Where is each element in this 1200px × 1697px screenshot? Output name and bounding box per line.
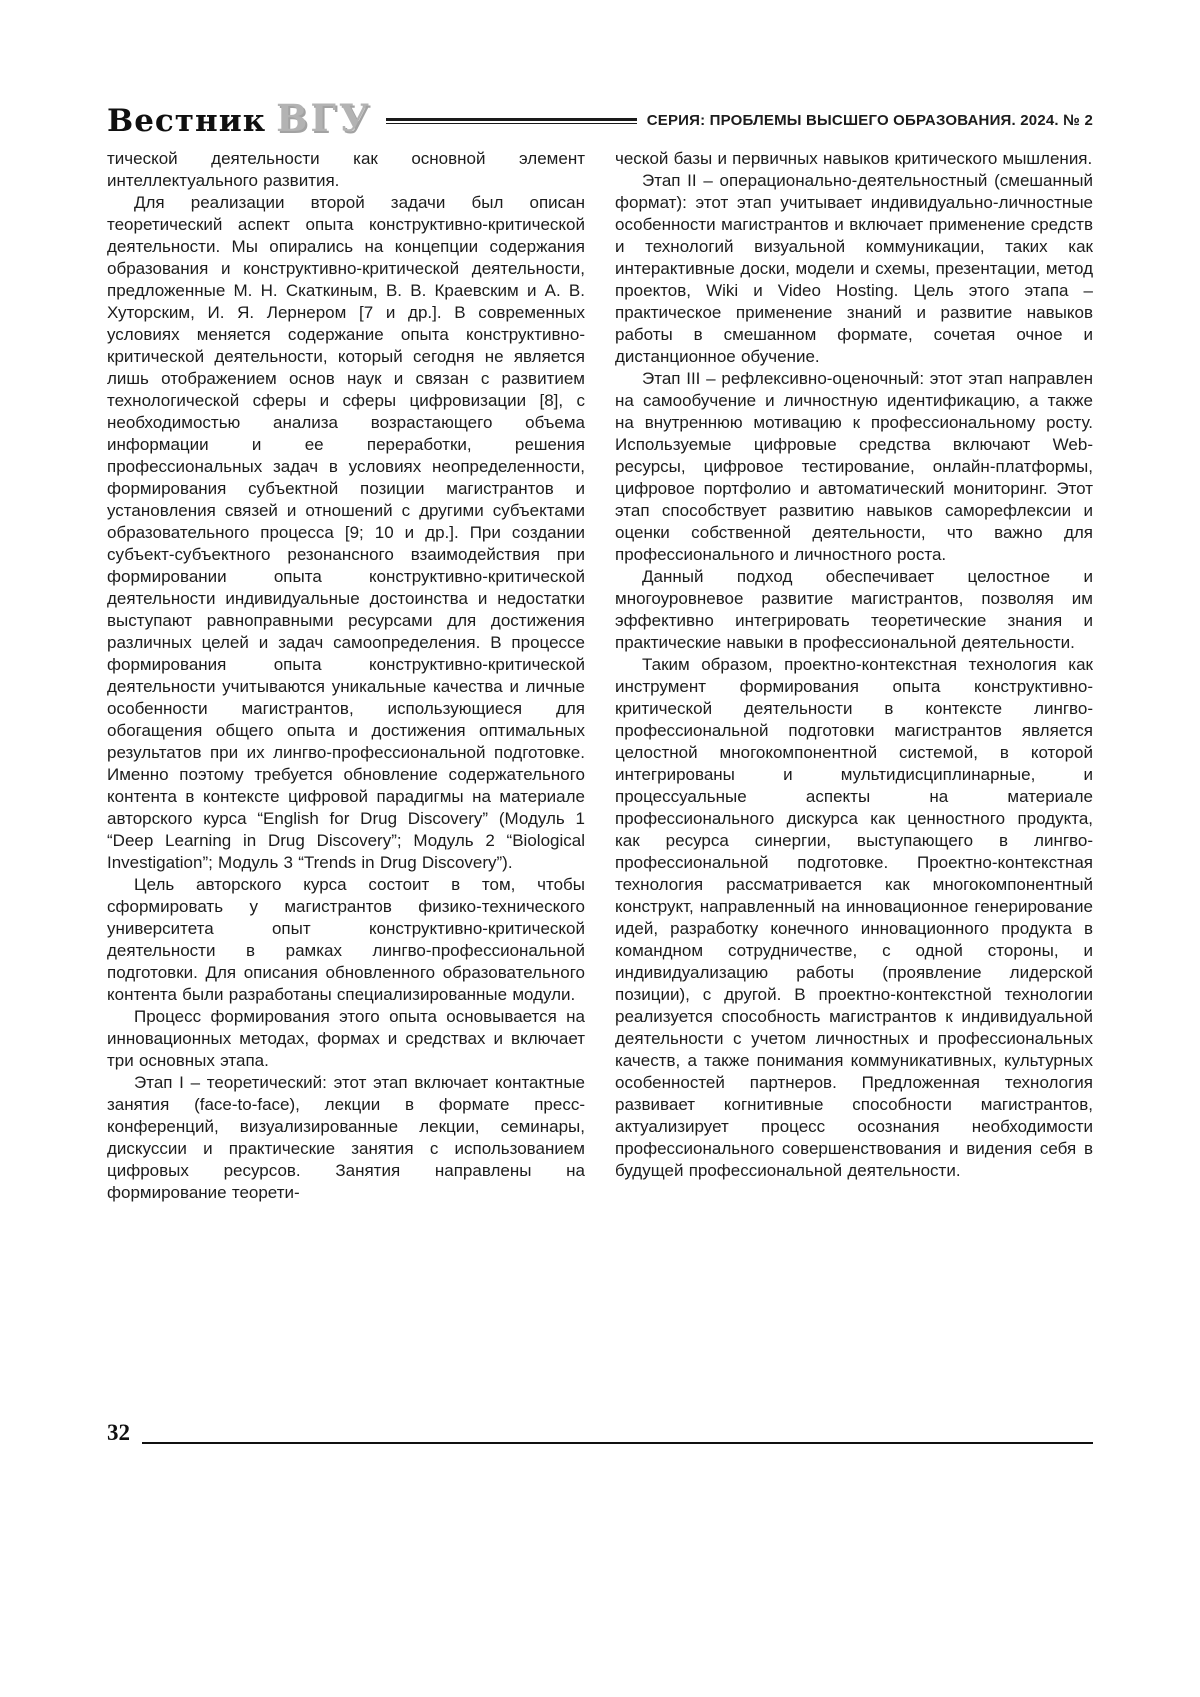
paragraph: Этап II – операционально-деятельностный (смешанный формат): этот этап учитывает индивидуально-личностные особенности магистрантов и включает применение средств и технологий визуальной коммуникации, таких как интерактивные доски, модели и схемы, презентации, метод проектов, Wiki и Video Hosting. Цель этого этапа – практическое применение знаний и развитие навыков работы в смешанном формате, сочетая очное и дистанционное обучение. xyxy=(615,171,1093,366)
page-footer xyxy=(107,1420,1093,1446)
footer-rule xyxy=(142,1442,1093,1444)
journal-logo xyxy=(107,96,372,140)
paragraph: Процесс формирования этого опыта основывается на инновационных методах, формах и средствах и включает три основных этапа. xyxy=(107,1007,585,1070)
paragraph: Данный подход обеспечивает целостное и многоуровневое развитие магистрантов, позволяя им эффективно интегрировать теоретические знания и практические навыки в профессиональной деятельности. xyxy=(615,567,1093,652)
header-double-rule xyxy=(386,118,637,124)
logo-vestnik-text: Вестник xyxy=(107,103,267,139)
paragraph: Цель авторского курса состоит в том, чтобы сформировать у магистрантов физико-технического университета опыт конструктивно-критической деятельности в рамках лингво-профессиональной подготовки. Для описания обновленного образовательного контента были разработаны специализированные модули. xyxy=(107,875,585,1004)
paragraph: тической деятельности как основной элемент интеллектуального развития. xyxy=(107,149,585,190)
paragraph: Таким образом, проектно-контекстная технология как инструмент формирования опыта конструктивно-критической деятельности в контексте лингво-профессиональной подготовки магистрантов является целостной многокомпонентной системой, в которой интегрированы и мультидисциплинарные, и процессуальные аспекты на материале профессионального дискурса как ценностного продукта, как ресурса синергии, выступающего в лингво-профессиональной подготовке. Проектно-контекстная технология рассматривается как многокомпонентный конструкт, направленный на инновационное генерирование идей, разработку конечного инновационного продукта в командном сотрудничестве, с одной стороны, и индивидуализацию работы (проявление лидерской позиции), с другой. В проектно-контекстной технологии реализуется способность магистрантов к индивидуальной деятельности с учетом личностных и профессиональных качеств, а также понимания коммуникативных, культурных особенностей партнеров. Предложенная технология развивает когнитивные способности магистрантов, актуализирует процесс осознания необходимости профессионального совершенствования и видения себя в будущей профессиональной деятельности. xyxy=(615,655,1093,1180)
left-column xyxy=(107,148,585,1204)
page-number: 32 xyxy=(107,1420,130,1445)
paragraph: Этап III – рефлексивно-оценочный: этот этап направлен на самообучение и личностную идентификацию, а также на внутреннюю мотивацию к профессиональному росту. Используемые цифровые средства включают Web-ресурсы, цифровое тестирование, онлайн-платформы, цифровое портфолио и автоматический мониторинг. Этот этап способствует развитию навыков саморефлексии и оценки собственной деятельности, что важно для профессионального и личностного роста. xyxy=(615,369,1093,564)
paragraph: Этап I – теоретический: этот этап включает контактные занятия (face-to-face), лекции в формате пресс-конференций, визуализированные лекции, семинары, дискуссии и практические занятия с использованием цифровых ресурсов. Занятия направлены на формирование теорети- xyxy=(107,1073,585,1202)
logo-vgu-text: ВГУ xyxy=(276,96,372,140)
article-body xyxy=(107,148,1093,1204)
right-column xyxy=(615,148,1093,1204)
page-header xyxy=(107,96,1093,140)
paragraph: Для реализации второй задачи был описан теоретический аспект опыта конструктивно-критической деятельности. Мы опирались на концепции содержания образования и конструктивно-критической деятельности, предложенные М. Н. Скаткиным, В. В. Краевским и А. В. Хуторским, И. Я. Лернером [7 и др.]. В современных условиях меняется содержание опыта конструктивно-критической деятельности, который сегодня не является лишь отображением основ наук и связан с развитием технологической сферы и сферы цифровизации [8], с необходимостью анализа возрастающего объема информации и ее переработки, решения профессиональных задач в условиях неопределенности, формирования субъектной позиции магистрантов и установления связей и отношений с другими субъектами образовательного процесса [9; 10 и др.]. При создании субъект-субъектного резонансного взаимодействия при формировании опыта конструктивно-критической деятельности индивидуальные достоинства и недостатки выступают равноправными ресурсами для достижения различных целей и задач самоопределения. В процессе формирования опыта конструктивно-критической деятельности учитываются уникальные качества и личные особенности магистрантов, использующиеся для обогащения общего опыта и достижения оптимальных результатов при их лингво-профессиональной подготовке. Именно поэтому требуется обновление содержательного контента в контексте цифровой парадигмы на материале авторского курса “English for Drug Discovery” (Модуль 1 “Deep Learning in Drug Discovery”; Модуль 2 “Biological Investigation”; Модуль 3 “Trends in Drug Discovery”). xyxy=(107,193,585,872)
paragraph: ческой базы и первичных навыков критического мышления. xyxy=(615,149,1093,168)
series-title: СЕРИЯ: ПРОБЛЕМЫ ВЫСШЕГО ОБРАЗОВАНИЯ. 2024. № 2 xyxy=(646,111,1093,129)
